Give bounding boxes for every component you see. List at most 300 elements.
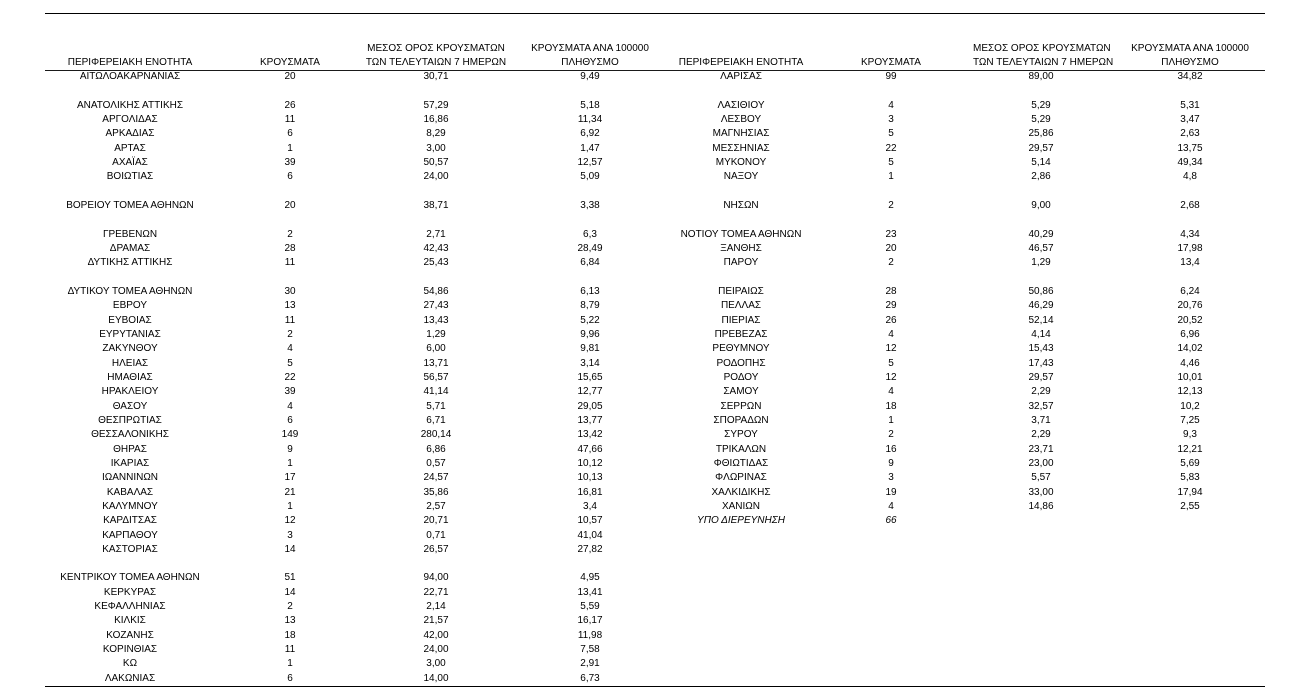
cases-per-100k-cell: 16,81 — [577, 486, 603, 498]
cases-per-100k-cell: 12,77 — [577, 386, 603, 398]
table-row — [673, 299, 1271, 313]
blank-row — [45, 271, 673, 285]
under-investigation-row — [673, 514, 1271, 528]
cases-per-100k-cell: 4,8 — [1183, 171, 1197, 183]
region-name-cell: ΔΡΑΜΑΣ — [109, 242, 151, 254]
cases-per-100k-cell: 9,49 — [580, 71, 600, 82]
region-name-cell: ΛΑΡΙΣΑΣ — [720, 71, 762, 82]
region-name-cell — [45, 557, 215, 571]
avg-7day-cases-cell: 32,57 — [1028, 400, 1054, 412]
cases-per-100k-cell: 5,83 — [1180, 472, 1200, 484]
table-row — [673, 199, 1271, 213]
table-row — [673, 371, 1271, 385]
cases-cell: 5 — [287, 357, 293, 369]
table-row — [45, 256, 673, 270]
table-row — [673, 357, 1271, 371]
cases-cell: 4 — [888, 328, 894, 340]
cases-cell: 12 — [885, 343, 897, 355]
blank-row — [45, 185, 673, 199]
blank-row — [673, 271, 1271, 285]
cases-per-100k-cell: 9,96 — [580, 328, 600, 340]
header-avg-7day-cases — [973, 42, 1114, 70]
table-row — [673, 285, 1271, 299]
region-name-cell: ΝΑΞΟΥ — [723, 171, 759, 183]
table-row — [45, 600, 673, 614]
cases-per-100k-cell: 6,96 — [1180, 328, 1200, 340]
cases-per-100k-cell: 3,47 — [1180, 113, 1200, 125]
region-name-cell: ΒΟΡΕΙΟΥ ΤΟΜΕΑ ΑΘΗΝΩΝ — [66, 199, 194, 211]
region-name-cell — [45, 213, 215, 227]
region-name-cell: ΑΙΤΩΛΟΑΚΑΡΝΑΝΙΑΣ — [79, 71, 181, 82]
cases-per-100k-cell: 10,01 — [1177, 371, 1203, 383]
cases-per-100k-cell: 27,82 — [577, 543, 603, 555]
table-row — [45, 529, 673, 543]
region-name-cell: ΝΗΣΩΝ — [723, 199, 759, 211]
region-name-cell: ΘΕΣΠΡΩΤΙΑΣ — [98, 414, 162, 426]
cases-cell: 2 — [888, 429, 894, 441]
cases-per-100k-cell — [507, 213, 673, 227]
avg-7day-cases-cell: 46,29 — [1028, 300, 1054, 312]
header-cases-label: ΚΡΟΥΣΜΑΤΑ — [861, 57, 921, 68]
region-name-cell: ΧΑΝΙΩΝ — [721, 500, 761, 512]
region-name-cell: ΘΗΡΑΣ — [113, 443, 147, 455]
cases-per-100k-cell: 47,66 — [577, 443, 603, 455]
region-name-cell: ΔΥΤΙΚΗΣ ΑΤΤΙΚΗΣ — [87, 257, 173, 269]
region-name-cell — [45, 185, 215, 199]
cases-per-100k-cell — [507, 84, 673, 98]
region-name-cell: ΚΕΝΤΡΙΚΟΥ ΤΟΜΕΑ ΑΘΗΝΩΝ — [60, 572, 200, 584]
cases-cell — [215, 557, 365, 571]
table-row — [673, 113, 1271, 127]
cases-cell: 18 — [284, 629, 296, 641]
avg-7day-cases-cell: 20,71 — [423, 515, 449, 527]
region-name-cell — [673, 271, 809, 285]
region-name-cell: ΧΑΛΚΙΔΙΚΗΣ — [711, 486, 771, 498]
cases-cell: 20 — [885, 242, 897, 254]
avg-7day-cases-cell: 25,86 — [1028, 128, 1054, 140]
table-footer-body — [673, 514, 1271, 528]
avg-7day-cases-cell: 16,86 — [423, 113, 449, 125]
cases-per-100k-cell: 16,17 — [577, 615, 603, 627]
cases-cell: 20 — [284, 71, 296, 82]
header-cases — [809, 42, 973, 70]
avg-7day-cases-cell: 15,43 — [1028, 343, 1054, 355]
under-investigation-cases: 66 — [885, 515, 897, 527]
table-row — [673, 500, 1271, 514]
table-row — [45, 443, 673, 457]
cases-cell: 6 — [287, 128, 293, 140]
cases-cell: 1 — [888, 171, 894, 183]
cases-per-100k-cell: 10,12 — [577, 457, 603, 469]
table-row — [45, 428, 673, 442]
cases-per-100k-cell — [1109, 213, 1271, 227]
cases-cell: 6 — [287, 414, 293, 426]
avg-7day-cases-cell: 9,00 — [1031, 199, 1051, 211]
region-name-cell: ΡΕΘΥΜΝΟΥ — [712, 343, 770, 355]
cases-cell: 5 — [888, 357, 894, 369]
avg-7day-cases-cell: 24,57 — [423, 472, 449, 484]
table-row — [45, 357, 673, 371]
region-name-cell — [45, 84, 215, 98]
cases-per-100k-cell — [507, 557, 673, 571]
cases-per-100k-cell — [507, 185, 673, 199]
avg-7day-cases-cell: 5,29 — [1031, 99, 1051, 111]
cases-cell: 2 — [287, 601, 293, 613]
header-row — [45, 42, 673, 70]
cases-cell: 99 — [885, 71, 897, 82]
table-row — [45, 400, 673, 414]
region-name-cell: ΕΒΡΟΥ — [112, 300, 148, 312]
regional-cases-table-left — [45, 42, 673, 686]
table-row — [45, 657, 673, 671]
avg-7day-cases-cell: 35,86 — [423, 486, 449, 498]
region-name-cell: ΚΑΣΤΟΡΙΑΣ — [102, 543, 158, 555]
cases-cell: 51 — [284, 572, 296, 584]
region-name-cell: ΛΑΣΙΘΙΟΥ — [717, 99, 765, 111]
cases-per-100k-cell: 5,69 — [1180, 457, 1200, 469]
avg-7day-cases-cell: 29,57 — [1028, 371, 1054, 383]
region-name-cell: ΙΚΑΡΙΑΣ — [110, 457, 150, 469]
region-name-cell: ΗΜΑΘΙΑΣ — [107, 371, 153, 383]
cases-per-100k-cell: 10,2 — [1180, 400, 1200, 412]
avg-7day-cases-cell: 54,86 — [423, 285, 449, 297]
cases-cell: 22 — [885, 142, 897, 154]
avg-7day-cases-cell: 29,57 — [1028, 142, 1054, 154]
cases-cell: 1 — [888, 414, 894, 426]
cases-cell: 16 — [885, 443, 897, 455]
cases-cell: 28 — [885, 285, 897, 297]
cases-cell: 17 — [284, 472, 296, 484]
cases-cell: 149 — [281, 429, 299, 441]
cases-cell: 11 — [284, 257, 296, 269]
avg-7day-cases-cell: 23,71 — [1028, 443, 1054, 455]
avg-7day-cases-cell: 4,14 — [1031, 328, 1051, 340]
table-row — [45, 629, 673, 643]
cases-per-100k-cell: 6,24 — [1180, 285, 1200, 297]
region-name-cell: ΠΙΕΡΙΑΣ — [721, 314, 761, 326]
cases-per-100k-cell: 3,38 — [580, 199, 600, 211]
region-name-cell: ΘΑΣΟΥ — [112, 400, 148, 412]
cases-per-100k-cell: 12,13 — [1177, 386, 1203, 398]
header-avg-7day-line1: ΜΕΣΟΣ ΟΡΟΣ ΚΡΟΥΣΜΑΤΩΝ — [973, 43, 1111, 54]
cases-cell: 4 — [287, 343, 293, 355]
cases-per-100k-cell — [1109, 514, 1271, 528]
region-name-cell — [673, 213, 809, 227]
region-name-cell: ΠΑΡΟΥ — [723, 257, 759, 269]
region-name-cell: ΚΙΛΚΙΣ — [114, 615, 146, 627]
table-row — [45, 242, 673, 256]
cases-per-100k-cell: 15,65 — [577, 371, 603, 383]
table-row — [45, 142, 673, 156]
table-row — [45, 385, 673, 399]
region-name-cell: ΝΟΤΙΟΥ ΤΟΜΕΑ ΑΘΗΝΩΝ — [680, 228, 802, 240]
header-region — [673, 42, 809, 70]
header-per-100k-line2: ΠΛΗΘΥΣΜΟ — [561, 57, 619, 68]
avg-7day-cases-cell: 0,71 — [426, 529, 446, 541]
cases-per-100k-cell: 6,73 — [580, 672, 600, 684]
cases-per-100k-cell: 13,41 — [577, 586, 603, 598]
table-header — [45, 42, 673, 70]
table-row — [45, 99, 673, 113]
avg-7day-cases-cell — [365, 185, 507, 199]
avg-7day-cases-cell: 6,00 — [426, 343, 446, 355]
table-row — [673, 99, 1271, 113]
avg-7day-cases-cell — [365, 213, 507, 227]
cases-per-100k-cell: 6,84 — [580, 257, 600, 269]
avg-7day-cases-cell — [973, 213, 1109, 227]
blank-row — [673, 185, 1271, 199]
table-row — [45, 170, 673, 184]
bottom-rule — [45, 686, 1265, 687]
cases-cell — [215, 84, 365, 98]
cases-cell: 30 — [284, 285, 296, 297]
avg-7day-cases-cell: 57,29 — [423, 99, 449, 111]
cases-per-100k-cell: 17,94 — [1177, 486, 1203, 498]
cases-cell: 3 — [287, 529, 293, 541]
avg-7day-cases-cell: 2,71 — [426, 228, 446, 240]
cases-per-100k-cell: 6,13 — [580, 285, 600, 297]
region-name-cell: ΕΥΒΟΙΑΣ — [108, 314, 152, 326]
cases-per-100k-cell: 28,49 — [577, 242, 603, 254]
table-row — [673, 170, 1271, 184]
cases-per-100k-cell: 5,09 — [580, 171, 600, 183]
header-region — [45, 42, 215, 70]
region-name-cell: ΦΛΩΡΙΝΑΣ — [715, 472, 767, 484]
cases-per-100k-cell: 13,77 — [577, 414, 603, 426]
cases-per-100k-cell: 34,82 — [1177, 71, 1203, 82]
table-row — [45, 70, 673, 84]
cases-per-100k-cell — [1109, 84, 1271, 98]
avg-7day-cases-cell: 52,14 — [1028, 314, 1054, 326]
table-row — [673, 385, 1271, 399]
avg-7day-cases-cell: 89,00 — [1028, 71, 1054, 82]
avg-7day-cases-cell: 14,00 — [423, 672, 449, 684]
cases-per-100k-cell: 20,52 — [1177, 314, 1203, 326]
avg-7day-cases-cell: 3,71 — [1031, 414, 1051, 426]
blank-row — [673, 84, 1271, 98]
cases-per-100k-cell: 4,95 — [580, 572, 600, 584]
header-cases-per-100k — [1109, 42, 1271, 70]
table-row — [673, 228, 1271, 242]
table-row — [45, 342, 673, 356]
blank-row — [673, 213, 1271, 227]
table-row — [45, 371, 673, 385]
cases-cell: 9 — [287, 443, 293, 455]
cases-per-100k-cell: 2,68 — [1180, 199, 1200, 211]
cases-cell: 2 — [287, 228, 293, 240]
table-row — [45, 586, 673, 600]
cases-per-100k-cell: 1,47 — [580, 142, 600, 154]
cases-cell: 26 — [284, 99, 296, 111]
avg-7day-cases-cell: 280,14 — [420, 429, 452, 441]
region-name-cell: ΒΟΙΩΤΙΑΣ — [106, 171, 154, 183]
avg-7day-cases-cell — [973, 514, 1109, 528]
avg-7day-cases-cell: 24,00 — [423, 171, 449, 183]
region-name-cell: ΗΛΕΙΑΣ — [111, 357, 149, 369]
cases-cell: 2 — [888, 257, 894, 269]
avg-7day-cases-cell: 0,57 — [426, 457, 446, 469]
cases-per-100k-cell: 13,42 — [577, 429, 603, 441]
avg-7day-cases-cell: 23,00 — [1028, 457, 1054, 469]
avg-7day-cases-cell: 41,14 — [423, 386, 449, 398]
avg-7day-cases-cell: 25,43 — [423, 257, 449, 269]
avg-7day-cases-cell: 94,00 — [423, 572, 449, 584]
table-row — [673, 142, 1271, 156]
cases-per-100k-cell: 6,3 — [583, 228, 597, 240]
cases-cell: 9 — [888, 457, 894, 469]
cases-cell: 14 — [284, 586, 296, 598]
avg-7day-cases-cell: 1,29 — [1031, 257, 1051, 269]
table-row — [45, 156, 673, 170]
table-row — [673, 457, 1271, 471]
cases-per-100k-cell: 4,46 — [1180, 357, 1200, 369]
avg-7day-cases-cell: 1,29 — [426, 328, 446, 340]
table-row — [673, 156, 1271, 170]
table-body — [673, 70, 1271, 514]
avg-7day-cases-cell: 3,00 — [426, 658, 446, 670]
header-per-100k-line1: ΚΡΟΥΣΜΑΤΑ ΑΝΑ 100000 — [531, 43, 649, 54]
cases-cell: 1 — [287, 142, 293, 154]
blank-row — [45, 557, 673, 571]
region-name-cell: ΞΑΝΘΗΣ — [720, 242, 762, 254]
cases-cell — [215, 185, 365, 199]
region-name-cell: ΚΟΖΑΝΗΣ — [106, 629, 154, 641]
table-row — [673, 242, 1271, 256]
top-rule — [45, 13, 1265, 14]
region-name-cell: ΜΥΚΟΝΟΥ — [715, 156, 767, 168]
cases-per-100k-cell: 9,3 — [1183, 429, 1197, 441]
cases-per-100k-cell: 3,14 — [580, 357, 600, 369]
cases-cell: 4 — [888, 386, 894, 398]
cases-per-100k-cell: 9,81 — [580, 343, 600, 355]
cases-cell — [215, 271, 365, 285]
table-row — [673, 428, 1271, 442]
cases-per-100k-cell: 5,59 — [580, 601, 600, 613]
cases-per-100k-cell — [1109, 185, 1271, 199]
header-region-label: ΠΕΡΙΦΕΡΕΙΑΚΗ ΕΝΟΤΗΤΑ — [67, 57, 193, 68]
avg-7day-cases-cell: 2,86 — [1031, 171, 1051, 183]
cases-per-100k-cell: 5,22 — [580, 314, 600, 326]
region-name-cell: ΗΡΑΚΛΕΙΟΥ — [101, 386, 159, 398]
cases-cell: 4 — [888, 500, 894, 512]
cases-cell: 12 — [284, 515, 296, 527]
cases-per-100k-cell: 17,98 — [1177, 242, 1203, 254]
region-name-cell: ΑΡΚΑΔΙΑΣ — [105, 128, 155, 140]
table-row — [673, 127, 1271, 141]
avg-7day-cases-cell: 8,29 — [426, 128, 446, 140]
cases-per-100k-cell: 4,34 — [1180, 228, 1200, 240]
cases-cell: 5 — [888, 128, 894, 140]
table-row — [673, 486, 1271, 500]
region-name-cell: ΡΟΔΟΥ — [723, 371, 759, 383]
cases-per-100k-cell: 29,05 — [577, 400, 603, 412]
cases-cell: 12 — [885, 371, 897, 383]
cases-per-100k-cell: 10,57 — [577, 515, 603, 527]
cases-cell: 28 — [284, 242, 296, 254]
region-name-cell: ΑΡΤΑΣ — [114, 142, 146, 154]
region-name-cell: ΖΑΚΥΝΘΟΥ — [102, 343, 158, 355]
cases-cell: 20 — [284, 199, 296, 211]
region-name-cell: ΚΕΡΚΥΡΑΣ — [103, 586, 157, 598]
avg-7day-cases-cell: 50,57 — [423, 156, 449, 168]
table-row — [673, 70, 1271, 84]
cases-per-100k-cell: 14,02 — [1177, 343, 1203, 355]
region-name-cell: ΠΡΕΒΕΖΑΣ — [714, 328, 768, 340]
avg-7day-cases-cell — [973, 185, 1109, 199]
avg-7day-cases-cell: 42,00 — [423, 629, 449, 641]
avg-7day-cases-cell: 5,71 — [426, 400, 446, 412]
region-name-cell: ΚΑΒΑΛΑΣ — [106, 486, 154, 498]
table-row — [45, 571, 673, 585]
table-row — [45, 643, 673, 657]
avg-7day-cases-cell: 5,57 — [1031, 472, 1051, 484]
header-avg-7day-line2: ΤΩΝ ΤΕΛΕΥΤΑΙΩΝ 7 ΗΜΕΡΩΝ — [365, 57, 507, 68]
header-cases — [215, 42, 365, 70]
table-row — [45, 199, 673, 213]
cases-cell: 19 — [885, 486, 897, 498]
table-row — [45, 514, 673, 528]
table-row — [673, 256, 1271, 270]
avg-7day-cases-cell: 42,43 — [423, 242, 449, 254]
cases-cell: 4 — [287, 400, 293, 412]
avg-7day-cases-cell: 26,57 — [423, 543, 449, 555]
cases-per-100k-cell: 11,98 — [577, 629, 603, 641]
region-name-cell: ΓΡΕΒΕΝΩΝ — [102, 228, 158, 240]
cases-cell: 39 — [284, 386, 296, 398]
cases-per-100k-cell: 8,79 — [580, 300, 600, 312]
region-name-cell — [45, 271, 215, 285]
cases-per-100k-cell: 11,34 — [577, 113, 603, 125]
region-name-cell: ΕΥΡΥΤΑΝΙΑΣ — [99, 328, 161, 340]
cases-cell — [809, 271, 973, 285]
cases-cell — [809, 213, 973, 227]
table-row — [673, 471, 1271, 485]
region-name-cell: ΛΑΚΩΝΙΑΣ — [104, 672, 156, 684]
avg-7day-cases-cell: 22,71 — [423, 586, 449, 598]
avg-7day-cases-cell: 13,71 — [423, 357, 449, 369]
region-name-cell: ΚΩ — [122, 658, 138, 670]
table-row — [673, 400, 1271, 414]
table-row — [45, 614, 673, 628]
avg-7day-cases-cell: 27,43 — [423, 300, 449, 312]
header-cases-per-100k — [507, 42, 673, 70]
avg-7day-cases-cell: 5,29 — [1031, 113, 1051, 125]
cases-cell — [809, 84, 973, 98]
avg-7day-cases-cell — [365, 84, 507, 98]
blank-row — [45, 213, 673, 227]
cases-cell: 1 — [287, 457, 293, 469]
table-row — [45, 113, 673, 127]
cases-cell: 2 — [287, 328, 293, 340]
regional-cases-table-right — [673, 42, 1271, 529]
avg-7day-cases-cell: 40,29 — [1028, 228, 1054, 240]
avg-7day-cases-cell: 6,86 — [426, 443, 446, 455]
cases-cell: 22 — [284, 371, 296, 383]
table-row — [45, 414, 673, 428]
cases-per-100k-cell: 3,4 — [583, 500, 597, 512]
avg-7day-cases-cell: 30,71 — [423, 71, 449, 82]
cases-per-100k-cell: 5,31 — [1180, 99, 1200, 111]
cases-per-100k-cell: 12,57 — [577, 156, 603, 168]
cases-cell: 4 — [888, 99, 894, 111]
blank-row — [45, 84, 673, 98]
avg-7day-cases-cell: 2,29 — [1031, 386, 1051, 398]
cases-cell: 1 — [287, 658, 293, 670]
table-row — [45, 486, 673, 500]
cases-cell: 29 — [885, 300, 897, 312]
cases-per-100k-cell: 7,58 — [580, 644, 600, 656]
region-name-cell: ΔΥΤΙΚΟΥ ΤΟΜΕΑ ΑΘΗΝΩΝ — [67, 285, 193, 297]
